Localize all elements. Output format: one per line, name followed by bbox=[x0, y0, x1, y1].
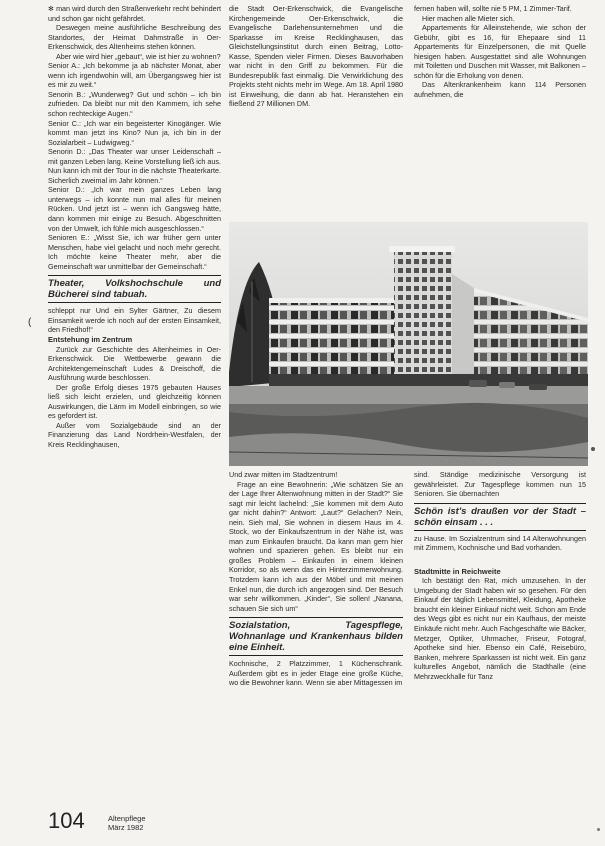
column-2-top bbox=[229, 4, 403, 109]
quote-paragraph: Senorin D.: „Das Theater war unser Leidenschaft – mit ganzen Leben lang. Keine Vorstellung ließ ich aus. Nun kann ich mit der Tour in die nächste Theaterkarte. Sicherlich zweimal im Jahr können.“ bbox=[48, 147, 222, 185]
section-heading: Schön ist's draußen vor der Stadt – schön einsam . . . bbox=[414, 505, 586, 528]
page-footer bbox=[48, 800, 228, 840]
margin-mark: ( bbox=[28, 317, 32, 328]
paragraph: zu Hause. Im Sozialzentrum sind 14 Altenwohnungen mit Zimmern, Kochnische und Bad vorhanden. bbox=[414, 533, 586, 553]
paragraph: fernen haben will, sollte nie 5 PM, 1 Zimmer-Tarif. bbox=[414, 4, 572, 13]
subheading: Stadtmitte in Reichweite bbox=[414, 566, 501, 576]
paragraph: die Stadt Oer-Erkenschwick, die Evangelische Kirchengemeinde Oer-Erkenschwick, die Evangelische Darlehensunternehmen und die Sparkasse im Kreise Recklinghausen, das Gleichstellungsinstitut durch einen Beitrag, Lotto-Kasse, Spenden vieler Firmen. Dieses Bauvorhaben war nicht in den Griff zu bekommen. Für die Bundesrepublik fast einmalig. Die Verwirklichung des Projekts steht nichts mehr im Wege. Am 18. April 1980 ist Einweihung, die dann ab hat. Heranstehen ein fließend 27 Millionen DM. bbox=[229, 4, 403, 109]
section-heading-box bbox=[48, 275, 221, 303]
quote-paragraph: Senior A.: „Ich bekomme ja ab nächster Monat, aber wenn ich irgendwohin will, am Übergangsweg hier ist es mir zu weit.“ bbox=[48, 61, 221, 90]
left-block bbox=[269, 298, 394, 382]
paragraph: Das Altenkrankenheim kann 114 Personen aufnehmen, die bbox=[414, 80, 586, 99]
paragraph: sind. Ständige medizinische Versorgung ist gewährleistet. Zur Tagespflege kommen nun 15 Senioren. Sie übernachten bbox=[414, 470, 586, 499]
paragraph: Der große Erfolg dieses 1975 gebauten Hauses ließ sich leicht erzielen, und gleichzeitig können Auswirkungen, die Lärm im Modell einbringen, so wie es gefordert ist. bbox=[48, 382, 221, 421]
photo-caption: Und zwar mitten im Stadtzentrum! bbox=[229, 470, 338, 479]
paragraph: Hier machen alle Mieter sich. bbox=[422, 13, 515, 23]
paragraph: Deswegen meine ausführliche Beschreibung des Standortes, der Heimat Dahmstraße in Oer-Erkenschwick, des Altenheims stehen können. bbox=[48, 23, 221, 52]
section-heading-box bbox=[229, 617, 403, 656]
margin-dot bbox=[591, 447, 595, 451]
section-heading: Sozialstation, Tagespflege, Wohnanlage und Krankenhaus bilden eine Einheit. bbox=[229, 620, 403, 654]
paragraph: Aber wie wird hier „gebaut“, wie ist hier zu wohnen? bbox=[56, 51, 221, 61]
paragraph: Kochnische, 2 Platzzimmer, 1 Küchenschrank. Außerdem gibt es in jeder Etage eine große Küche, wo die Bewohner kann. Wenn sie aber Mittagessen im bbox=[229, 659, 403, 688]
paragraph: Frage an eine Bewohnerin: „Wie schätzen Sie an der Lage Ihrer Altenwohnung mitten in der Stadt?“ Sie sagt mir leicht lachelnd: „Sie kommen mit dem Auto gar nicht dahin?“ Antwort: „Laut?“ Gelachen? Nein, nein. Sieh mal, Sie wohnen in diesem Haus im 4. Stock, wo der Einkaufszentrum in der Nähe ist, was man zum Einkaufen braucht. Da kann man gern hier wohnen und spazieren gehen. Es bleibt nur ein großes Problem – Einkaufen in einem kleinen Korridor, so als wenn das ein Hinterzimmerwohnung. Trotzdem kann ich aus der Möbel und mit meinen Enkel nun, die durch ich angezogen sind. Der Besuch war sehr willkommen. „Kinder“, Sie sollen! „Nanana, schauen Sie sich um“ bbox=[229, 479, 403, 613]
column-3-top bbox=[414, 4, 586, 99]
building-photo bbox=[229, 222, 588, 466]
section-heading: Theater, Volkshochschule und Bücherei sind tabuah. bbox=[48, 278, 221, 301]
column-1 bbox=[48, 4, 221, 450]
tower-block bbox=[389, 246, 455, 380]
paragraph: schleppt nur Und ein Sylter Gärtner, Zu diesem Einsamkeit werde ich noch auf der ersten Einsamkeit, den Friedhof!“ bbox=[48, 306, 221, 335]
paragraph: Appartements für Alleinstehende, wie schon der Gebühr, gibt es 16, für Ehepaare sind 11 Appartements für Einzelpersonen, die mit Quelle hiesigen haben. Ausgestattet sind alle Wohnungen mit Toiletten und Duschen mit Wasser, mit Balkonen – schön für die Erholung von denen. bbox=[414, 23, 586, 80]
issue-date: März 1982 bbox=[108, 823, 144, 832]
magazine-info bbox=[108, 814, 146, 832]
magazine-title: Altenpflege bbox=[108, 814, 146, 823]
paragraph: ✻ man wird durch den Straßenverkehr recht behindert und schon gar nicht gefährdet. bbox=[48, 4, 221, 23]
quote-paragraph: Senioren E.: „Wisst Sie, ich war früher gern unter Menschen, habe viel gelacht und noch mehr gerecht. Ich möchte keine Theater mehr, aber die Gemeinschaft war unmittelbar der Gemeinschaft.“ bbox=[48, 233, 221, 271]
page-number: 104 bbox=[48, 808, 85, 833]
margin-dot bbox=[597, 828, 600, 831]
paragraph: Außer vom Sozialgebäude sind an der Finanzierung das Land Nordrhein-Westfalen, der Kreis Recklinghausen, bbox=[48, 420, 221, 449]
column-3-bottom bbox=[414, 470, 586, 681]
paragraph: Zurück zur Geschichte des Altenheimes in Oer-Erkenschwick. Die Wettbewerbe gewann die Architektengemeinschaft Ludes & Dreischoff, die Ausführung wurde beschlossen. bbox=[48, 344, 221, 383]
quote-paragraph: Senior C.: „Ich war ein begeisterter Kinogänger. Wie kommt man jetzt ins Kino? Nun ja, ich bin in der Sozialarbeit – Ludwigweg.“ bbox=[48, 118, 221, 147]
quote-paragraph: Senorin B.: „Wunderweg? Gut und schön – ich bin zufrieden. Da bleibt nur mit den Kammern, ich sehe schon rechteckige Augen.“ bbox=[48, 89, 221, 119]
section-heading-box bbox=[414, 503, 586, 531]
subheading: Entstehung im Zentrum bbox=[48, 334, 133, 344]
paragraph: Ich bestätigt den Rat, mich umzusehen. In der Umgebung der Stadt haben wir so gesehen. Für den Einkauf der täglich Lebensmittel, Kleidung, Apotheke braucht ein kleiner Einkauf nicht weit. Schon am Ende des Wegs gibt es nicht nur ein Kaufhaus, der meiste Einkäufe nicht mehr. Auch Fachgeschäfte wie Bäcker, Metzger, Optiker, Uhrmacher, Friseur, Fotograf, Apotheke sind hier. Ebenso ein Café, Reisebüro, Banken, mehrere Sparkassen ist nicht weit. Ein ganz kulturelles Angebot, nämlich die Stadthalle (eine Mehrzweckhalle für Tanz bbox=[414, 576, 586, 681]
quote-paragraph: Senior D.: „Ich war mein ganzes Leben lang unterwegs – ich konnte nun mal alles für meinen Rücken. Und jetzt ist – wenn ich Gangsweg hätte, dann kommen mir einige zu Besuch. Abgeschnitten von der Umwelt, ich fühle mich ausgeschlossen.“ bbox=[48, 185, 221, 233]
column-2-bottom bbox=[229, 470, 403, 688]
